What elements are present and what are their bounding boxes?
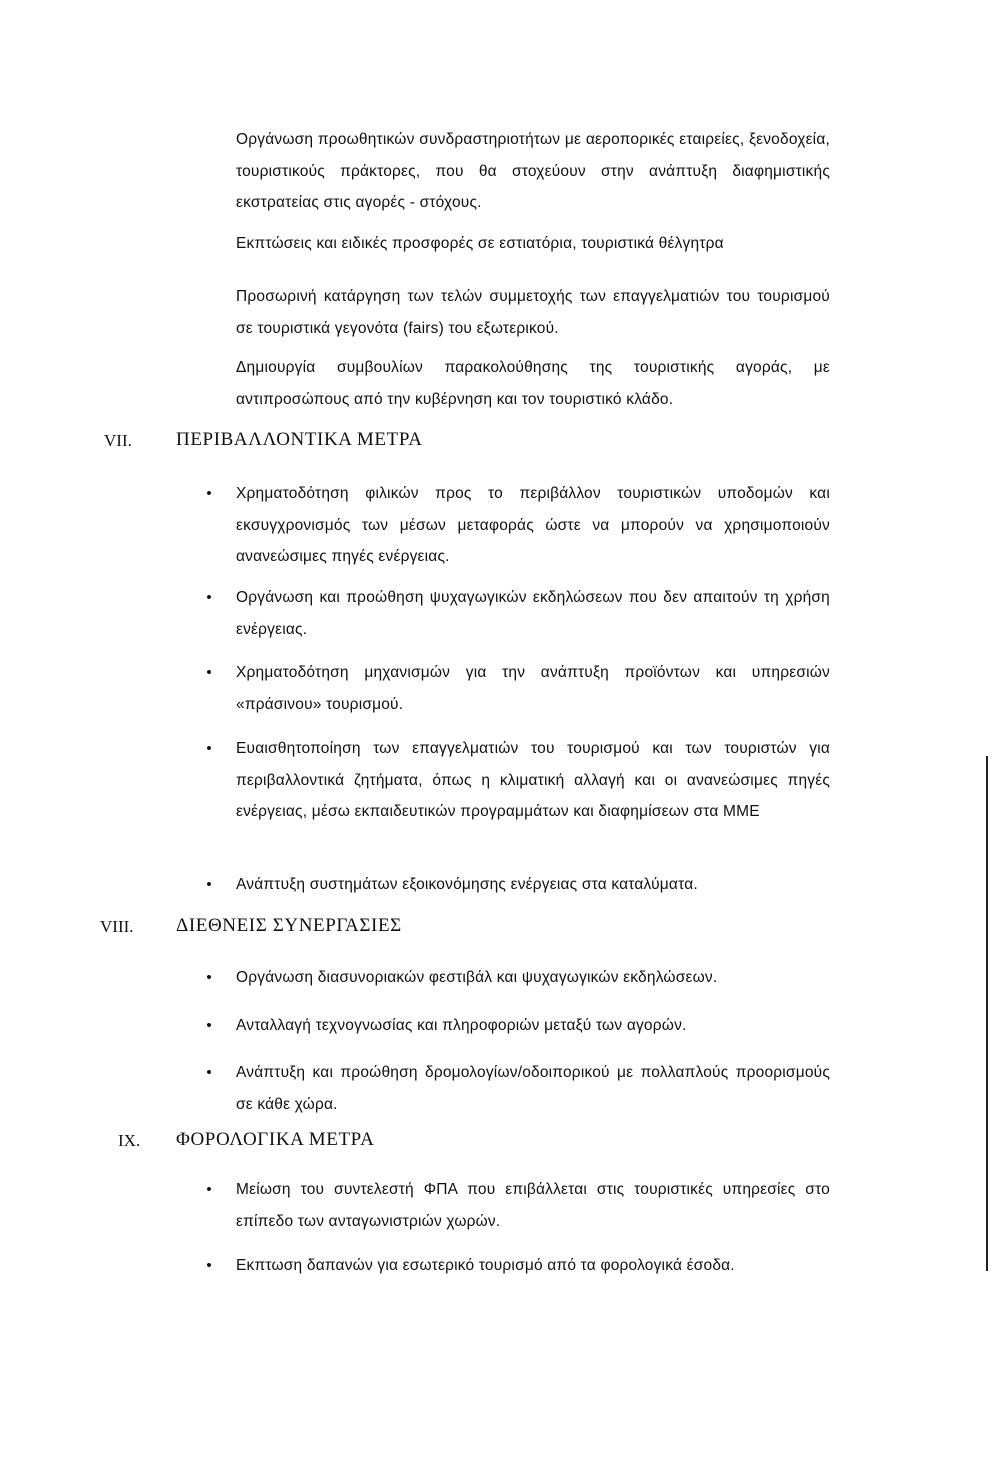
intro-paragraph-2: Εκπτώσεις και ειδικές προσφορές σε εστιατόρια, τουριστικά θέλγητρα — [236, 235, 724, 252]
intro-paragraph-3: Προσωρινή κατάργηση των τελών συμμετοχής των επαγγελματιών του τουρισμού σε τουριστικά γεγονότα (fairs) του εξωτερικού. — [236, 288, 830, 337]
intro-paragraph-4: Δημιουργία συμβουλίων παρακολούθησης της τουριστικής αγοράς, με αντιπροσώπους από την κυβέρνηση και τον τουριστικό κλάδο. — [236, 359, 830, 408]
list-item: Ανταλλαγή τεχνογνωσίας και πληροφοριών μεταξύ των αγορών. — [236, 1017, 687, 1034]
list-item: Εκπτωση δαπανών για εσωτερικό τουρισμό από τα φορολογικά έσοδα. — [236, 1257, 735, 1274]
bullet-marker: • — [206, 876, 212, 893]
bullet-marker: • — [206, 969, 212, 986]
bullet-marker: • — [206, 740, 212, 757]
bullet-marker: • — [206, 589, 212, 606]
list-item: Χρηματοδότηση μηχανισμών για την ανάπτυξη προϊόντων και υπηρεσιών «πράσινου» τουρισμού. — [236, 664, 830, 713]
list-item: Οργάνωση διασυνοριακών φεστιβάλ και ψυχαγωγικών εκδηλώσεων. — [236, 969, 718, 986]
section-number: VII. — [104, 431, 132, 450]
section-title: ΦΟΡΟΛΟΓΙΚΑ ΜΕΤΡΑ — [176, 1129, 375, 1150]
bullet-marker: • — [206, 664, 212, 681]
section-title: ΔΙΕΘΝΕΙΣ ΣΥΝΕΡΓΑΣΙΕΣ — [176, 915, 402, 936]
list-item: Χρηματοδότηση φιλικών προς το περιβάλλον τουριστικών υποδομών και εκσυγχρονισμός των μέσων μεταφοράς ώστε να μπορούν να χρησιμοποιούν ανανεώσιμες πηγές ενέργειας. — [236, 485, 830, 565]
bullet-marker: • — [206, 1017, 212, 1034]
list-item: Ανάπτυξη και προώθηση δρομολογίων/οδοιπορικού με πολλαπλούς προορισμούς σε κάθε χώρα. — [236, 1064, 830, 1113]
bullet-marker: • — [206, 1064, 212, 1081]
bullet-marker: • — [206, 1257, 212, 1274]
section-number: IX. — [118, 1131, 141, 1150]
page-edge-rule — [986, 756, 988, 1271]
bullet-marker: • — [206, 1181, 212, 1198]
list-item: Οργάνωση και προώθηση ψυχαγωγικών εκδηλώσεων που δεν απαιτούν τη χρήση ενέργειας. — [236, 589, 830, 638]
bullet-marker: • — [206, 485, 212, 502]
list-item: Ευαισθητοποίηση των επαγγελματιών του τουρισμού και των τουριστών για περιβαλλοντικά ζητήματα, όπως η κλιματική αλλαγή και οι ανανεώσιμες πηγές ενέργειας, μέσω εκπαιδευτικών προγραμμάτων και διαφημίσεων στα ΜΜΕ — [236, 740, 830, 820]
intro-paragraph-1: Οργάνωση προωθητικών συνδραστηριοτήτων με αεροπορικές εταιρείες, ξενοδοχεία, τουριστικούς πράκτορες, που θα στοχεύουν στην ανάπτυξη διαφημιστικής εκστρατείας στις αγορές - στόχους. — [236, 131, 830, 211]
list-item: Μείωση του συντελεστή ΦΠΑ που επιβάλλεται στις τουριστικές υπηρεσίες στο επίπεδο των ανταγωνιστριών χωρών. — [236, 1181, 830, 1230]
section-title: ΠΕΡΙΒΑΛΛΟΝΤΙΚΑ ΜΕΤΡΑ — [176, 429, 423, 450]
list-item: Ανάπτυξη συστημάτων εξοικονόμησης ενέργειας στα καταλύματα. — [236, 876, 698, 893]
section-number: VIII. — [100, 917, 134, 936]
